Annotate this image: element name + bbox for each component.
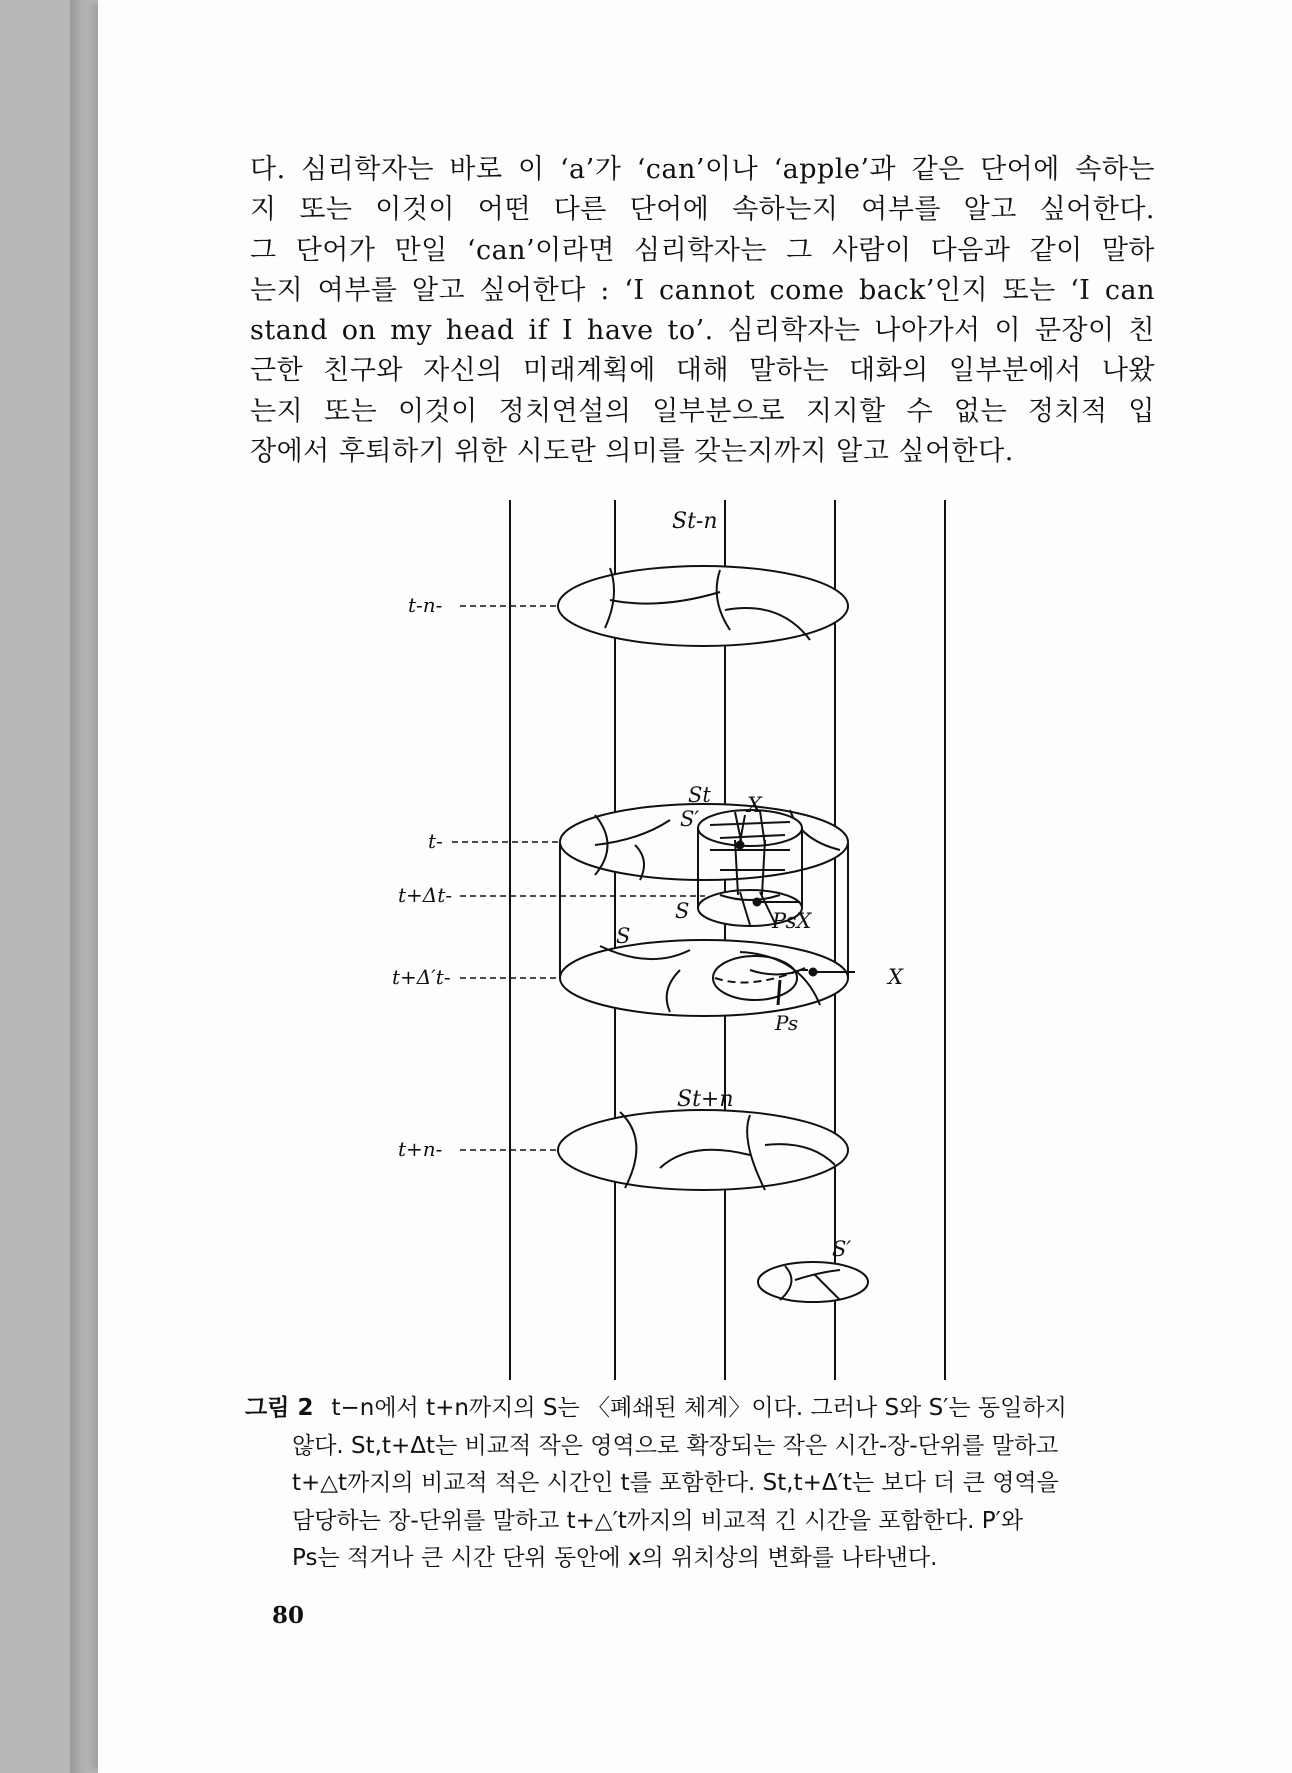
label-s-t-minus-n: St-n xyxy=(672,509,718,534)
caption-line xyxy=(245,1390,1155,1428)
caption-line: 담당하는 장-단위를 말하고 t+△′t까지의 비교적 긴 시간을 포함한다. P′와 xyxy=(292,1507,1024,1534)
field-system-diagram xyxy=(392,500,960,1380)
label-ps-low: Ps xyxy=(775,1011,799,1035)
label-x-right: X xyxy=(888,965,903,989)
label-level-t-delta: t+Δt- xyxy=(398,883,453,907)
label-s-small: S xyxy=(675,899,690,923)
body-line: 근한 친구와 자신의 미래계획에 대해 말하는 대화의 일부분에서 나왔 xyxy=(250,355,1155,387)
label-ps-x: PsX xyxy=(772,909,812,933)
label-s-t: St xyxy=(688,783,711,807)
body-line: 장에서 후퇴하기 위한 시도란 의미를 갖는지까지 알고 싶어한다. xyxy=(250,436,1014,468)
label-level-t: t- xyxy=(428,829,443,853)
label-level-t-delta-prime: t+Δ′t- xyxy=(392,965,451,989)
label-level-t-plus-n: t+n- xyxy=(398,1137,443,1161)
caption-label: 그림 2 xyxy=(245,1395,314,1421)
body-line: 는지 여부를 알고 싶어한다 : ‘I cannot come back’인지 또는 ‘I can xyxy=(250,274,1155,306)
point-x-right xyxy=(810,969,817,976)
ellipse-s-prime xyxy=(758,1262,868,1302)
label-x-top: X xyxy=(747,793,762,817)
body-line: 지 또는 이것이 어떤 다른 단어에 속하는지 여부를 알고 싶어한다. xyxy=(250,194,1155,226)
point-x-top xyxy=(737,842,744,849)
body-line: 그 단어가 만일 ‘can’이라면 심리학자는 그 사람이 다음과 같이 말하 xyxy=(250,234,1155,266)
figure-caption xyxy=(245,1390,1155,1578)
body-line: stand on my head if I have to’. 심리학자는 나아가서 이 문장이 친 xyxy=(250,315,1155,347)
caption-text: t−n에서 t+n까지의 S는 〈폐쇄된 체계〉이다. 그러나 S와 S′는 동일하지 xyxy=(331,1395,1067,1421)
label-s-outer: S xyxy=(616,924,631,948)
caption-line: t+△t까지의 비교적 적은 시간인 t를 포함한다. St,t+Δ′t는 보다 더 큰 영역을 xyxy=(292,1470,1059,1496)
body-paragraph xyxy=(250,150,1155,472)
body-line: 는지 또는 이것이 정치연설의 일부분으로 지지할 수 없는 정치적 입 xyxy=(250,395,1155,427)
body-line: 다. 심리학자는 바로 이 ‘a’가 ‘can’이나 ‘apple’과 같은 단어에 속하는 xyxy=(250,154,1155,185)
point-x-mid xyxy=(754,899,761,906)
label-s-prime: S′ xyxy=(680,807,700,831)
label-level-t-minus-n: t-n- xyxy=(408,593,443,617)
ellipse-t-plus-n xyxy=(558,1110,848,1190)
page-number: 80 xyxy=(272,1602,305,1629)
ellipse-t-minus-n xyxy=(558,566,848,646)
label-s-t-plus-n: St+n xyxy=(677,1087,734,1112)
caption-line: 않다. St,t+Δt는 비교적 작은 영역으로 확장되는 작은 시간-장-단위를 말하고 xyxy=(292,1432,1059,1459)
caption-line: Ps는 적거나 큰 시간 단위 동안에 x의 위치상의 변화를 나타낸다. xyxy=(292,1545,938,1571)
label-s-prime-bottom: S′ xyxy=(832,1237,852,1261)
